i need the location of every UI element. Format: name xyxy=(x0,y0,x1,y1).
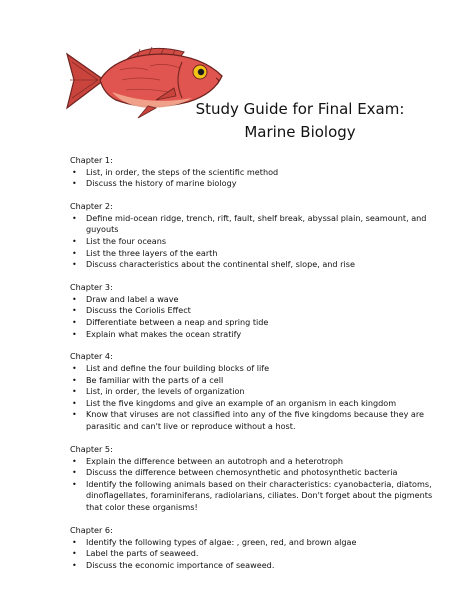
chapter-heading: Chapter 2: xyxy=(70,201,113,212)
list-item xyxy=(70,537,440,549)
list-item-text: Discuss the economic importance of seaweed. xyxy=(86,559,275,570)
bullet-list xyxy=(70,363,440,433)
chapter-heading: Chapter 4: xyxy=(70,351,113,362)
bullet-icon: • xyxy=(72,456,77,466)
bullet-icon: • xyxy=(72,364,77,374)
list-item xyxy=(70,305,440,317)
list-item xyxy=(70,409,440,432)
list-item-text: Label the parts of seaweed. xyxy=(86,548,199,559)
title-block xyxy=(150,98,450,144)
bullet-icon: • xyxy=(72,537,77,547)
list-item xyxy=(70,479,440,514)
chapter-heading: Chapter 5: xyxy=(70,444,113,455)
list-item xyxy=(70,363,440,375)
bullet-icon: • xyxy=(72,549,77,559)
list-item-text: Explain the difference between an autotroph and a heterotroph xyxy=(86,455,344,466)
bullet-icon: • xyxy=(72,179,77,189)
bullet-icon: • xyxy=(72,167,77,177)
chapter-section xyxy=(70,525,440,571)
list-item xyxy=(70,548,440,560)
bullet-icon: • xyxy=(72,213,77,223)
bullet-icon: • xyxy=(72,398,77,408)
list-item xyxy=(70,467,440,479)
bullet-icon: • xyxy=(72,479,77,489)
list-item xyxy=(70,329,440,341)
document-subtitle: Marine Biology xyxy=(244,123,356,141)
list-item-text: Identify the following types of algae: , green, red, and brown algae xyxy=(86,536,357,547)
bullet-icon: • xyxy=(72,236,77,246)
chapter-section xyxy=(70,201,440,271)
bullet-icon: • xyxy=(72,410,77,420)
list-item xyxy=(70,236,440,248)
bullet-icon: • xyxy=(72,306,77,316)
list-item-text: Discuss characteristics about the continental shelf, slope, and rise xyxy=(86,259,355,270)
bullet-list xyxy=(70,213,440,271)
list-item-text: List, in order, the levels of organization xyxy=(86,386,245,397)
list-item-text: Be familiar with the parts of a cell xyxy=(86,374,224,385)
list-item xyxy=(70,317,440,329)
document-title: Study Guide for Final Exam: xyxy=(195,100,405,118)
list-item-text: Define mid-ocean ridge, trench, rift, fault, shelf break, abyssal plain, seamount, and guyouts xyxy=(86,212,427,235)
list-item-text: List the four oceans xyxy=(86,235,167,246)
bullet-icon: • xyxy=(72,560,77,570)
chapter-heading: Chapter 1: xyxy=(70,155,113,165)
bullet-list xyxy=(70,537,440,572)
chapter-section xyxy=(70,351,440,432)
bullet-icon: • xyxy=(72,329,77,339)
list-item xyxy=(70,560,440,572)
list-item-text: List and define the four building blocks of life xyxy=(86,363,270,374)
list-item-text: List the three layers of the earth xyxy=(86,247,218,258)
bullet-list xyxy=(70,294,440,340)
list-item-text: Discuss the difference between chemosynthetic and photosynthetic bacteria xyxy=(86,467,398,478)
list-item xyxy=(70,213,440,236)
bullet-icon: • xyxy=(72,260,77,270)
list-item-text: List, in order, the steps of the scientific method xyxy=(86,166,279,177)
chapter-heading: Chapter 3: xyxy=(70,282,113,293)
list-item xyxy=(70,178,440,190)
list-item xyxy=(70,375,440,387)
bullet-list xyxy=(70,456,440,514)
list-item-text: Identify the following animals based on their characteristics: cyanobacteria, diatoms, dinoflagellates, foraminiferans, radiolarians, ciliates. Don't forget about the pigments that color these organisms! xyxy=(86,478,433,512)
bullet-icon: • xyxy=(72,248,77,258)
list-item xyxy=(70,167,440,179)
list-item-text: Know that viruses are not classified into any of the five kingdoms because they are parasitic and can't live or reproduce without a host. xyxy=(86,409,425,432)
list-item xyxy=(70,248,440,260)
list-item-text: Differentiate between a neap and spring tide xyxy=(86,316,269,327)
bullet-icon: • xyxy=(72,468,77,478)
bullet-icon: • xyxy=(72,317,77,327)
list-item xyxy=(70,386,440,398)
bullet-icon: • xyxy=(72,375,77,385)
list-item-text: List the five kingdoms and give an example of an organism in each kingdom xyxy=(86,397,397,408)
list-item-text: Explain what makes the ocean stratify xyxy=(86,328,242,339)
chapter-section xyxy=(70,282,440,340)
list-item xyxy=(70,259,440,271)
bullet-list xyxy=(70,167,440,190)
bullet-icon: • xyxy=(72,294,77,304)
list-item-text: Discuss the Coriolis Effect xyxy=(86,305,191,316)
list-item xyxy=(70,294,440,306)
chapter-section xyxy=(70,155,440,190)
chapter-section xyxy=(70,444,440,514)
bullet-icon: • xyxy=(72,387,77,397)
list-item-text: Draw and label a wave xyxy=(86,293,179,304)
list-item xyxy=(70,398,440,410)
list-item-text: Discuss the history of marine biology xyxy=(86,178,237,189)
chapter-heading: Chapter 6: xyxy=(70,524,113,535)
list-item xyxy=(70,456,440,468)
chapter-list xyxy=(70,155,440,583)
